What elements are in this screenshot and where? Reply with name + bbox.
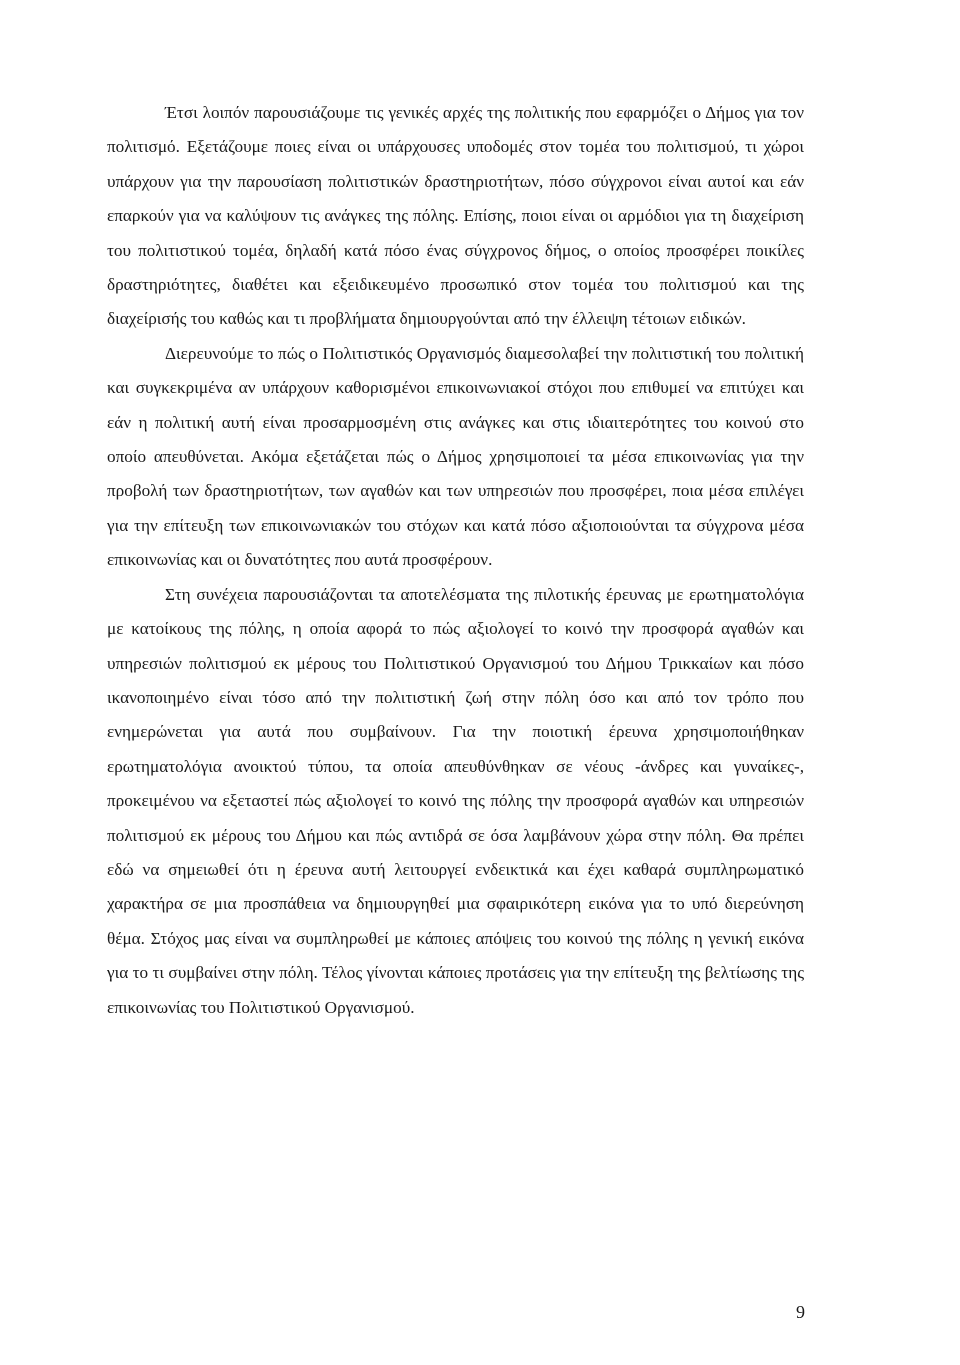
paragraph-3: Στη συνέχεια παρουσιάζονται τα αποτελέσματα της πιλοτικής έρευνας με ερωτηματολόγια με κατοίκους της πόλης, η οποία αφορά το πώς αξιολογεί το κοινό την προσφορά αγαθών και υπηρεσιών πολιτισμού εκ μέρους του Πολιτιστικού Οργανισμού του Δήμου Τρικκαίων και πόσο ικανοποιημένο είναι τόσο από την πολιτιστική ζωή στην πόλη όσο και από τον τρόπο που ενημερώνεται για αυτά που συμβαίνουν. Για την ποιοτική έρευνα χρησιμοποιήθηκαν ερωτηματολόγια ανοικτού τύπου, τα οποία απευθύνθηκαν σε νέους -άνδρες και γυναίκες-, προκειμένου να εξεταστεί πώς αξιολογεί το κοινό της πόλης την προσφορά αγαθών και υπηρεσιών πολιτισμού εκ μέρους του Δήμου και πώς αντιδρά σε όσα λαμβάνουν χώρα στην πόλη. Θα πρέπει εδώ να σημειωθεί ότι η έρευνα αυτή λειτουργεί ενδεικτικά και έχει καθαρά συμπληρωματικό χαρακτήρα σε μια προσπάθεια να δημιουργηθεί μια σφαιρικότερη εικόνα για το υπό διερεύνηση θέμα. Στόχος μας είναι να συμπληρωθεί με κάποιες απόψεις του κοινού της πόλης η γενική εικόνα για το τι συμβαίνει στην πόλη. Τέλος γίνονται κάποιες προτάσεις για την επίτευξη της βελτίωσης της επικοινωνίας του Πολιτιστικού Οργανισμού.: [107, 584, 804, 1017]
page-number: 9: [796, 1302, 805, 1322]
document-body: [107, 96, 804, 1025]
paragraph-1: Έτσι λοιπόν παρουσιάζουμε τις γενικές αρχές της πολιτικής που εφαρμόζει ο Δήμος για τον πολιτισμό. Εξετάζουμε ποιες είναι οι υπάρχουσες υποδομές στον τομέα του πολιτισμού, τι χώροι υπάρχουν για την παρουσίαση πολιτιστικών δραστηριοτήτων, πόσο σύγχρονοι είναι αυτοί και εάν επαρκούν για να καλύψουν τις ανάγκες της πόλης. Επίσης, ποιοι είναι οι αρμόδιοι για τη διαχείριση του πολιτιστικού τομέα, δηλαδή κατά πόσο ένας σύγχρονος δήμος, ο οποίος προσφέρει ποικίλες δραστηριότητες, διαθέτει και εξειδικευμένο προσωπικό στον τομέα του πολιτισμού και της διαχείρισής του καθώς και τι προβλήματα δημιουργούνται από την έλλειψη τέτοιων ειδικών.: [107, 103, 804, 329]
paragraph-2: Διερευνούμε το πώς ο Πολιτιστικός Οργανισμός διαμεσολαβεί την πολιτιστική του πολιτική και συγκεκριμένα αν υπάρχουν καθορισμένοι επικοινωνιακοί στόχοι που επιθυμεί να επιτύχει και εάν η πολιτική αυτή είναι προσαρμοσμένη στις ανάγκες και στις ιδιαιτερότητες του κοινού στο οποίο απευθύνεται. Ακόμα εξετάζεται πώς ο Δήμος χρησιμοποιεί τα μέσα επικοινωνίας για την προβολή των δραστηριοτήτων, των αγαθών και των υπηρεσιών που προσφέρει, ποια μέσα επιλέγει για την επίτευξη των επικοινωνιακών του στόχων και κατά πόσο αξιοποιούνται τα σύγχρονα μέσα επικοινωνίας και οι δυνατότητες που αυτά προσφέρουν.: [107, 343, 804, 570]
